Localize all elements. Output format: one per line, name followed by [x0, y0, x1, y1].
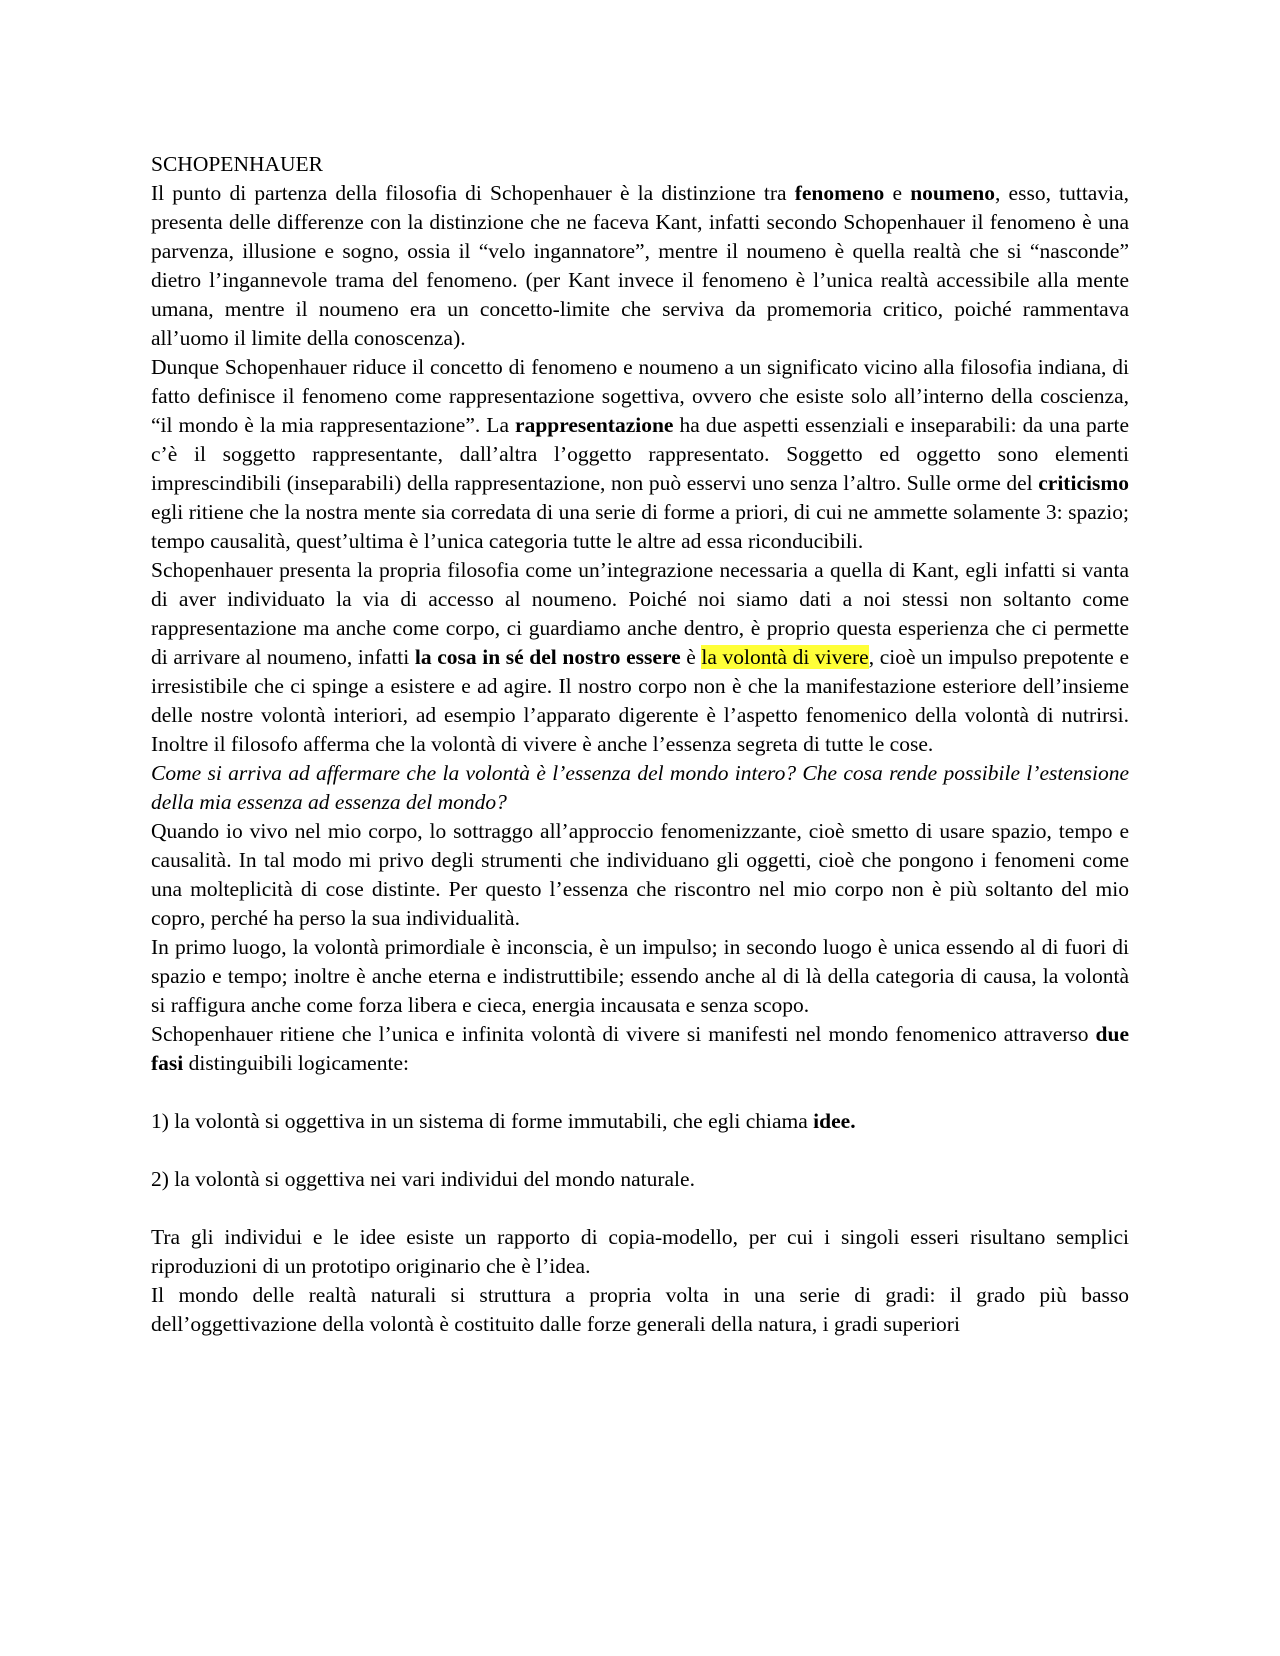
bold-term-rappresentazione: rappresentazione [515, 413, 674, 437]
bold-term-due-fasi: due fasi [151, 1022, 1129, 1075]
paragraph-gradi: Il mondo delle realtà naturali si struttura a propria volta in una serie di gradi: il grado più basso dell’oggettivazione della volontà è costituito dalle forze generali della natura, i gradi superiori [151, 1283, 1129, 1336]
paragraph-fenomeno-noumeno [151, 179, 1129, 353]
paragraph-corpo: Quando io vivo nel mio corpo, lo sottraggo all’approccio fenomenizzante, cioè smetto di usare spazio, tempo e causalità. In tal modo mi privo degli strumenti che individuano gli oggetti, cioè che pongono i fenomeni come una molteplicità di cose distinte. Per questo l’essenza che riscontro nel mio corpo non è più soltanto del mio copro, perché ha perso la sua individualità. [151, 819, 1129, 930]
highlighted-text: la volontà di vivere [701, 645, 869, 669]
bold-term-criticismo: criticismo [1038, 471, 1129, 495]
list-item-2: 2) la volontà si oggettiva nei vari individui del mondo naturale. [151, 1167, 695, 1191]
text-run: e [884, 181, 911, 205]
paragraph-volonta [151, 556, 1129, 759]
blank-line [151, 1136, 1129, 1165]
italic-text: Come si arriva ad affermare che la volontà è l’essenza del mondo intero? Che cosa rende possibile l’estensione della mia essenza ad essenza del mondo? [151, 761, 1129, 814]
blank-line [151, 1078, 1129, 1107]
text-run: è [680, 645, 702, 669]
paragraph-volonta-primordiale: In primo luogo, la volontà primordiale è inconscia, è un impulso; in secondo luogo è unica essendo al di fuori di spazio e tempo; inoltre è anche eterna e indistruttibile; essendo anche al di là della categoria di causa, la volontà si raffigura anche come forza libera e cieca, energia incausata e senza scopo. [151, 935, 1129, 1017]
list-item-1 [151, 1107, 1129, 1136]
text-run: Dunque Schopenhauer riduce il concetto di fenomeno e noumeno a un significato vicino alla filosofia indiana, di fatto definisce il fenomeno come rappresentazione sogettiva, ovvero che esiste solo all’interno della coscienza, “il mondo è la mia rappresentazione”. La [151, 355, 1129, 437]
bold-term-noumeno: noumeno [910, 181, 996, 205]
blank-line [151, 1194, 1129, 1223]
text-run: Il punto di partenza della filosofia di Schopenhauer è la distinzione tra [151, 181, 795, 205]
document-title: SCHOPENHAUER [151, 152, 324, 176]
text-run: egli ritiene che la nostra mente sia corredata di una serie di forme a priori, di cui ne ammette solamente 3: spazio; tempo causalità, quest’ultima è l’unica categoria tutte le altre ad essa riconducibili. [151, 500, 1129, 553]
document-page [151, 150, 1129, 1339]
text-run: , cioè un impulso prepotente e irresistibile che ci spinge a esistere e ad agire. Il nostro corpo non è che la manifestazione esteriore dell’insieme delle nostre volontà interiori, ad esempio l’apparato digerente è l’aspetto fenomenico della volontà di nutrirsi. Inoltre il filosofo afferma che la volontà di vivere è anche l’essenza segreta di tutte le cose. [151, 645, 1130, 756]
bold-term-cosa-in-se: la cosa in sé del nostro essere [414, 645, 681, 669]
text-run: ha due aspetti essenziali e inseparabili: da una parte c’è il soggetto rappresentante, dall’altra l’oggetto rappresentato. Soggetto ed oggetto sono elementi imprescindibili (inseparabili) della rappresentazione, non può esservi uno senza l’altro. Sulle orme del [151, 413, 1129, 495]
bold-term-fenomeno: fenomeno [794, 181, 885, 205]
text-run: Schopenhauer ritiene che l’unica e infinita volontà di vivere si manifesti nel mondo fenomenico attraverso [151, 1022, 1096, 1046]
paragraph-rappresentazione [151, 353, 1129, 556]
paragraph-due-fasi [151, 1020, 1129, 1078]
bold-term-idee: idee. [813, 1109, 856, 1133]
text-run: Schopenhauer presenta la propria filosofia come un’integrazione necessaria a quella di Kant, egli infatti si vanta di aver individuato la via di accesso al noumeno. Poiché noi siamo dati a noi stessi non soltanto come rappresentazione ma anche come corpo, ci guardiamo anche dentro, è proprio questa esperienza che ci permette di arrivare al noumeno, infatti [151, 558, 1129, 669]
text-run: , esso, tuttavia, presenta delle differenze con la distinzione che ne faceva Kant, infatti secondo Schopenhauer il fenomeno è una parvenza, illusione e sogno, ossia il “velo ingannatore”, mentre il noumeno è quella realtà che si “nasconde” dietro l’ingannevole trama del fenomeno. (per Kant invece il fenomeno è l’unica realtà accessibile alla mente umana, mentre il noumeno era un concetto-limite che serviva da promemoria critico, poiché rammentava all’uomo il limite della conoscenza). [151, 181, 1129, 350]
italic-question [151, 759, 1129, 817]
text-run: distinguibili logicamente: [183, 1051, 409, 1075]
text-run: 1) la volontà si oggettiva in un sistema di forme immutabili, che egli chiama [151, 1109, 814, 1133]
paragraph-copia-modello: Tra gli individui e le idee esiste un rapporto di copia-modello, per cui i singoli esseri risultano semplici riproduzioni di un prototipo originario che è l’idea. [151, 1225, 1129, 1278]
